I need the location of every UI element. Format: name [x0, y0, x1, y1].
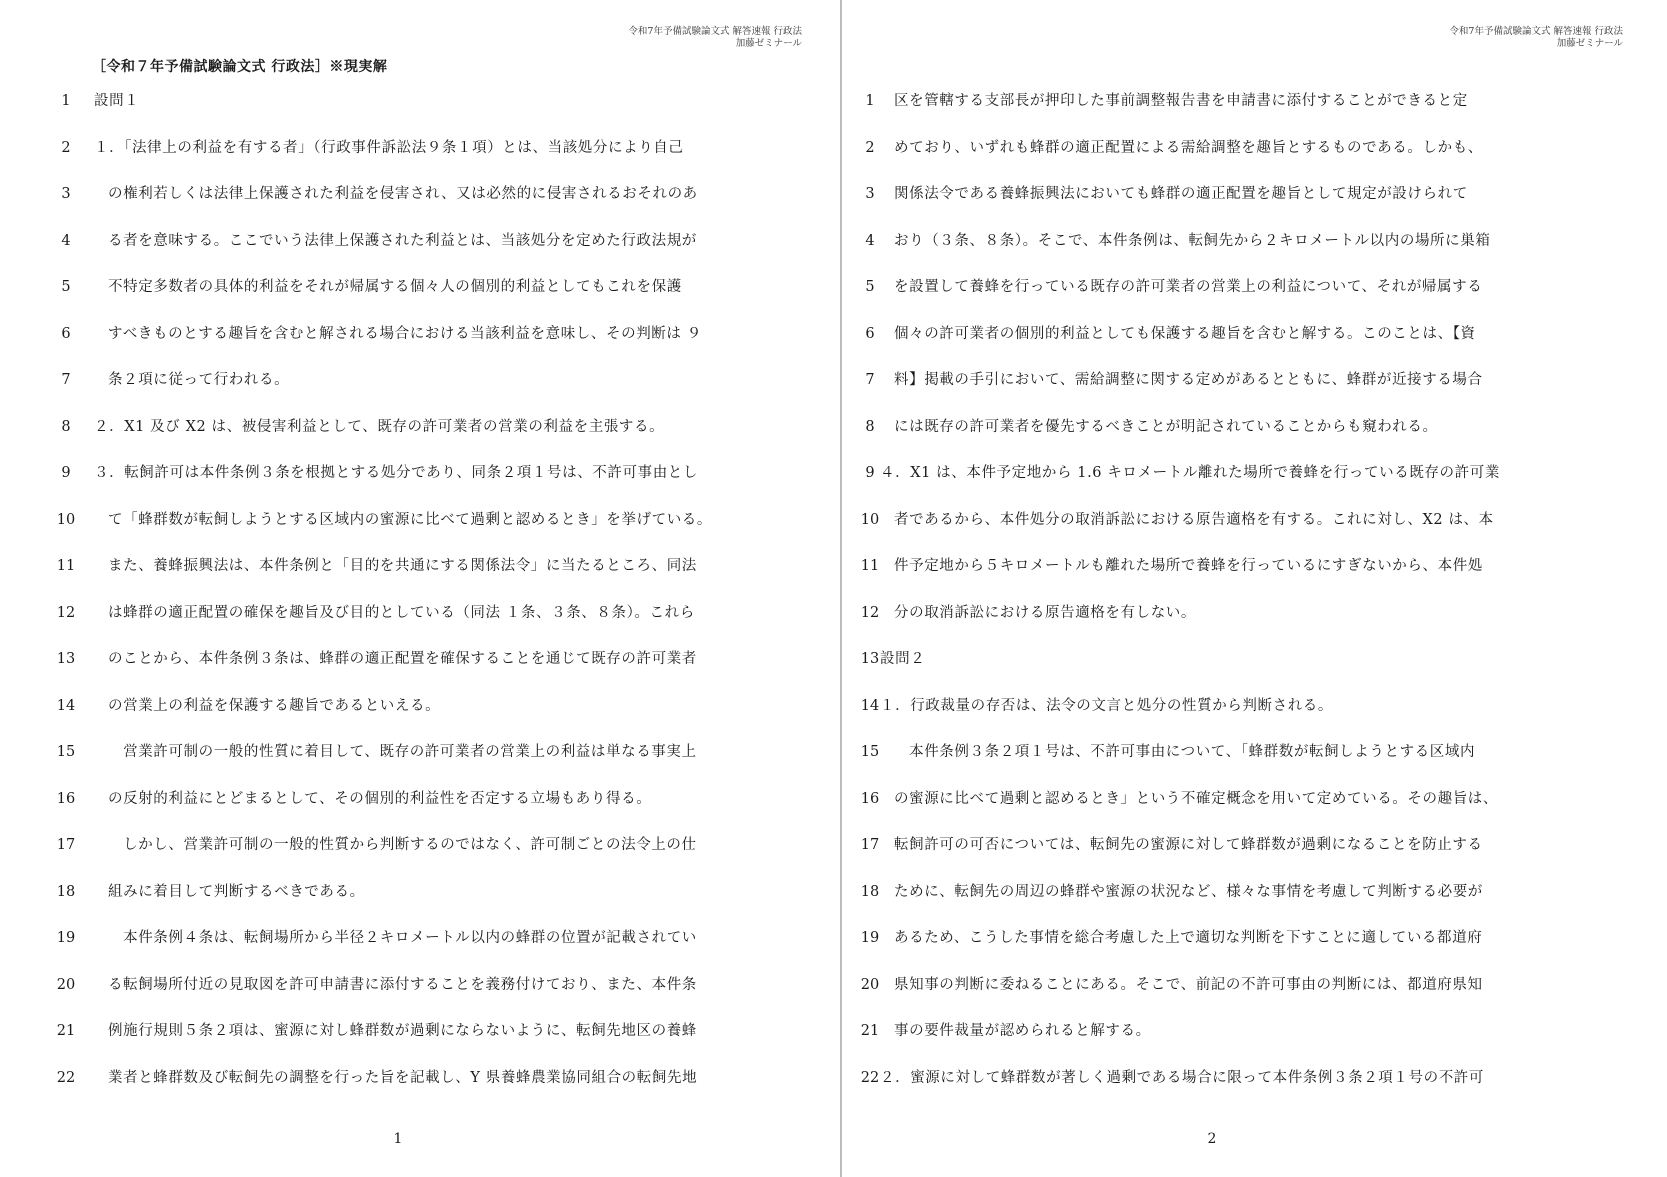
- line-number: 4: [61, 232, 71, 249]
- line-text: 例施行規則５条２項は、蜜源に対し蜂群数が過剰にならないように、転飼先地区の養蜂: [108, 1023, 697, 1039]
- line-text: を設置して養蜂を行っている既存の許可業者の営業上の利益について、それが帰属する: [894, 279, 1483, 295]
- line-number: 14: [56, 697, 76, 714]
- line-number: 17: [860, 837, 880, 853]
- numbered-line: [842, 136, 1667, 183]
- line-text: のことから、本件条例３条は、蜂群の適正配置を確保することを通じて既存の許可業者: [108, 651, 697, 667]
- line-text: 設問２: [880, 651, 926, 667]
- header-author: 加藤ゼミナール: [1556, 38, 1623, 49]
- header-exam: 令和7年予備試験論文式 解答速報 行政法: [1449, 26, 1623, 37]
- numbered-line: [0, 461, 840, 508]
- line-text: ために、転飼先の周辺の蜂群や蜜源の状況など、様々な事情を考慮して判断する必要が: [894, 883, 1483, 900]
- line-number: 10: [860, 511, 880, 528]
- line-number: 1: [61, 93, 71, 109]
- numbered-line: [842, 926, 1667, 973]
- document-title: ［令和７年予備試験論文式 行政法］※現実解: [92, 59, 388, 75]
- header-exam: 令和7年予備試験論文式 解答速報 行政法: [628, 26, 802, 37]
- line-number: 6: [61, 325, 71, 342]
- line-number: 17: [56, 837, 76, 853]
- numbered-line: [842, 647, 1667, 694]
- line-text: 条２項に従って行われる。: [108, 372, 290, 388]
- numbered-line: [842, 973, 1667, 1020]
- line-text: １．「法律上の利益を有する者」（行政事件訴訟法９条１項）とは、当該処分により自己: [94, 139, 684, 156]
- document-page-2: [842, 0, 1667, 1177]
- line-number: 7: [61, 372, 71, 388]
- line-number: 20: [860, 976, 880, 993]
- numbered-line: [0, 740, 840, 787]
- numbered-line: [842, 787, 1667, 834]
- line-text: 県知事の判断に委ねることにある。そこで、前記の不許可事由の判断には、都道府県知: [894, 976, 1483, 993]
- line-text: 区を管轄する支部長が押印した事前調整報告書を申請書に添付することができると定: [894, 93, 1468, 109]
- line-number: 11: [56, 558, 76, 574]
- numbered-line: [0, 1019, 840, 1066]
- line-number: 21: [860, 1023, 880, 1039]
- line-text: 本件条例４条は、転飼場所から半径２キロメートル以内の蜂群の位置が記載されてい: [108, 930, 697, 946]
- line-number: 8: [61, 418, 71, 435]
- line-number: 13: [56, 651, 76, 667]
- line-number: 16: [860, 790, 880, 807]
- line-number: 8: [865, 418, 875, 435]
- numbered-line: [842, 740, 1667, 787]
- line-text: おり（３条、８条）。そこで、本件条例は、転飼先から２キロメートル以内の場所に巣箱: [894, 232, 1491, 249]
- numbered-line: [842, 694, 1667, 741]
- line-number: 2: [865, 139, 875, 156]
- line-text: 料】掲載の手引において、需給調整に関する定めがあるとともに、蜂群が近接する場合: [894, 372, 1483, 388]
- numbered-line: [0, 182, 840, 229]
- numbered-line: [0, 973, 840, 1020]
- line-text: 分の取消訴訟における原告適格を有しない。: [894, 604, 1196, 621]
- line-number: 21: [56, 1023, 76, 1039]
- line-number: 12: [860, 604, 880, 621]
- line-text: ２．蜜源に対して蜂群数が著しく過剰である場合に限って本件条例３条２項１号の不許可: [880, 1069, 1484, 1086]
- numbered-line: [842, 1066, 1667, 1113]
- numbered-line: [0, 554, 840, 601]
- line-number: 5: [61, 279, 71, 295]
- line-text: また、養蜂振興法は、本件条例と「目的を共通にする関係法令」に当たるところ、同法: [108, 558, 697, 574]
- numbered-line: [842, 368, 1667, 415]
- line-number: 3: [61, 186, 71, 202]
- line-number: 20: [56, 976, 76, 993]
- line-text: ２．X1 及び X2 は、被侵害利益として、既存の許可業者の営業の利益を主張する。: [94, 418, 665, 435]
- numbered-line: [842, 461, 1667, 508]
- line-number: 15: [860, 744, 880, 760]
- numbered-line: [0, 833, 840, 880]
- line-text: １．行政裁量の存否は、法令の文言と処分の性質から判断される。: [880, 697, 1333, 714]
- numbered-line: [0, 89, 840, 136]
- numbered-line: [0, 647, 840, 694]
- line-text: て「蜂群数が転飼しようとする区域内の蜜源に比べて過剰と認めるとき」を挙げている。: [108, 511, 712, 528]
- line-number: 16: [56, 790, 76, 807]
- line-number: 9: [865, 465, 875, 481]
- numbered-line: [0, 508, 840, 555]
- line-text: めており、いずれも蜂群の適正配置による需給調整を趣旨とするものである。しかも、: [894, 139, 1483, 156]
- line-text: ３．転飼許可は本件条例３条を根拠とする処分であり、同条２項１号は、不許可事由とし: [94, 465, 698, 481]
- numbered-line: [842, 182, 1667, 229]
- numbered-line: [0, 694, 840, 741]
- numbered-line: [0, 415, 840, 462]
- line-number: 18: [56, 883, 76, 900]
- line-text: 事の要件裁量が認められると解する。: [894, 1023, 1151, 1039]
- line-text: 業者と蜂群数及び転飼先の調整を行った旨を記載し、Y 県養蜂農業協同組合の転飼先地: [108, 1069, 698, 1086]
- page-header: [1449, 26, 1623, 50]
- numbered-line: [842, 89, 1667, 136]
- line-number: 9: [61, 465, 71, 481]
- numbered-line: [842, 601, 1667, 648]
- line-text: 転飼許可の可否については、転飼先の蜜源に対して蜂群数が過剰になることを防止する: [894, 837, 1483, 853]
- line-text: 件予定地から５キロメートルも離れた場所で養蜂を行っているにすぎないから、本件処: [894, 558, 1483, 574]
- line-text: は蜂群の適正配置の確保を趣旨及び目的としている（同法 １条、３条、８条）。これら: [108, 604, 695, 621]
- numbered-line: [842, 833, 1667, 880]
- numbered-line: [0, 880, 840, 927]
- line-text: る転飼場所付近の見取図を許可申請書に添付することを義務付けており、また、本件条: [108, 976, 697, 993]
- line-number: 12: [56, 604, 76, 621]
- line-text: 個々の許可業者の個別的利益としても保護する趣旨を含むと解する。このことは、【資: [894, 325, 1476, 342]
- line-number: 14: [860, 697, 880, 714]
- line-number: 22: [860, 1069, 880, 1086]
- numbered-line: [842, 1019, 1667, 1066]
- page-header: [628, 26, 802, 50]
- line-text: 営業許可制の一般的性質に着目して、既存の許可業者の営業上の利益は単なる事実上: [108, 744, 697, 760]
- line-text: 者であるから、本件処分の取消訴訟における原告適格を有する。これに対し、X2 は、本: [894, 511, 1494, 528]
- line-text: 不特定多数者の具体的利益をそれが帰属する個々人の個別的利益としてもこれを保護: [108, 279, 682, 295]
- line-number: 4: [865, 232, 875, 249]
- line-number: 7: [865, 372, 875, 388]
- line-text: 関係法令である養蜂振興法においても蜂群の適正配置を趣旨として規定が設けられて: [894, 186, 1468, 202]
- numbered-line: [0, 926, 840, 973]
- numbered-line: [842, 275, 1667, 322]
- line-number: 18: [860, 883, 880, 900]
- line-text: には既存の許可業者を優先するべきことが明記されていることからも窺われる。: [894, 418, 1438, 435]
- line-number: 5: [865, 279, 875, 295]
- line-text: すべきものとする趣旨を含むと解される場合における当該利益を意味し、その判断は ９: [108, 325, 702, 342]
- line-number: 3: [865, 186, 875, 202]
- line-text: の権利若しくは法律上保護された利益を侵害され、又は必然的に侵害されるおそれのあ: [108, 186, 698, 202]
- line-number: 19: [860, 930, 880, 946]
- page-2-lines: [842, 89, 1667, 1112]
- numbered-line: [0, 229, 840, 276]
- page-number: 1: [393, 1131, 403, 1147]
- line-number: 19: [56, 930, 76, 946]
- line-text: 設問１: [94, 93, 140, 109]
- line-number: 15: [56, 744, 76, 760]
- numbered-line: [842, 880, 1667, 927]
- line-number: 22: [56, 1069, 76, 1086]
- numbered-line: [842, 508, 1667, 555]
- page-1-lines: [0, 89, 840, 1112]
- numbered-line: [0, 368, 840, 415]
- line-number: 11: [860, 558, 880, 574]
- line-text: の営業上の利益を保護する趣旨であるといえる。: [108, 697, 441, 714]
- numbered-line: [842, 554, 1667, 601]
- line-text: る者を意味する。ここでいう法律上保護された利益とは、当該処分を定めた行政法規が: [108, 232, 697, 249]
- numbered-line: [842, 229, 1667, 276]
- numbered-line: [0, 1066, 840, 1113]
- line-number: 6: [865, 325, 875, 342]
- numbered-line: [842, 322, 1667, 369]
- line-text: 組みに着目して判断するべきである。: [108, 883, 365, 900]
- line-number: 1: [865, 93, 875, 109]
- line-number: 2: [61, 139, 71, 156]
- numbered-line: [842, 415, 1667, 462]
- line-text: の反射的利益にとどまるとして、その個別的利益性を否定する立場もあり得る。: [108, 790, 652, 807]
- line-number: 13: [860, 651, 880, 667]
- line-text: 本件条例３条２項１号は、不許可事由について、「蜂群数が転飼しようとする区域内: [894, 744, 1476, 760]
- numbered-line: [0, 136, 840, 183]
- numbered-line: [0, 275, 840, 322]
- line-text: しかし、営業許可制の一般的性質から判断するのではなく、許可制ごとの法令上の仕: [108, 837, 697, 853]
- line-text: あるため、こうした事情を総合考慮した上で適切な判断を下すことに適している都道府: [894, 930, 1483, 946]
- line-number: 10: [56, 511, 76, 528]
- header-author: 加藤ゼミナール: [735, 38, 802, 49]
- numbered-line: [0, 322, 840, 369]
- numbered-line: [0, 787, 840, 834]
- numbered-line: [0, 601, 840, 648]
- line-text: の蜜源に比べて過剰と認めるとき」という不確定概念を用いて定めている。その趣旨は、: [894, 790, 1498, 807]
- line-text: ４．X1 は、本件予定地から 1.6 キロメートル離れた場所で養蜂を行っている既存の許可業: [880, 465, 1500, 481]
- page-number: 2: [1207, 1131, 1217, 1147]
